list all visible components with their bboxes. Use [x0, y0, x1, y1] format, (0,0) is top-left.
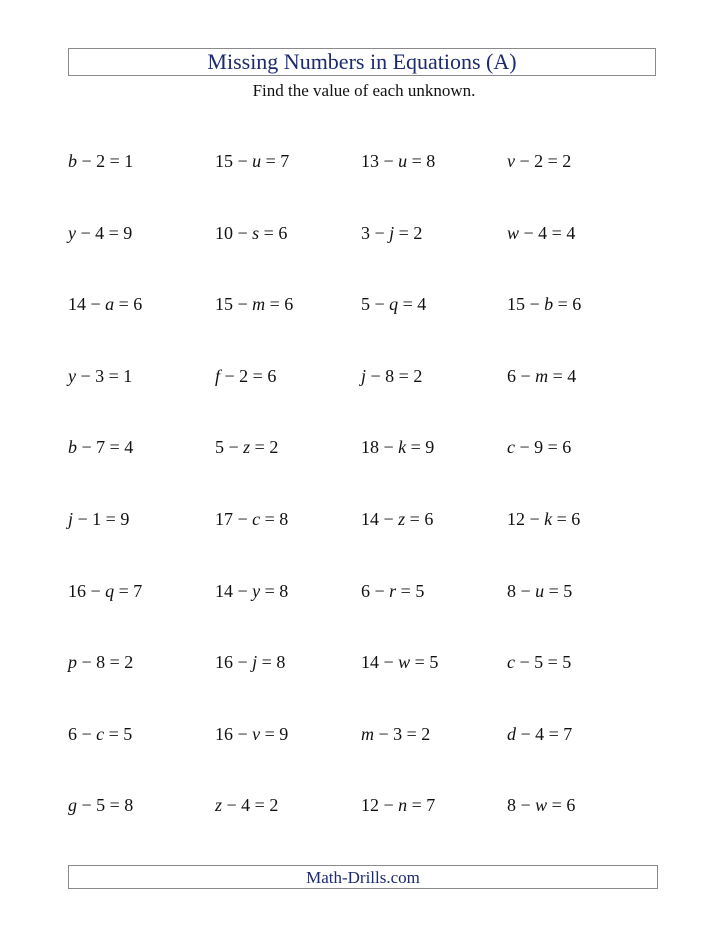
equation-text: 16 − [215, 652, 253, 672]
equation [68, 792, 133, 818]
equation-text: = 5 [410, 652, 439, 672]
equation [507, 363, 576, 389]
equation [507, 649, 571, 675]
equation-text: 8 − [507, 795, 536, 815]
equation-text: − 9 = 6 [515, 437, 572, 457]
equation-unknown: k [544, 509, 553, 529]
equation-text: 3 − [361, 223, 390, 243]
equation [507, 434, 571, 460]
equation-text: 16 − [68, 581, 106, 601]
equation-unknown: u [252, 151, 262, 171]
equation [361, 506, 433, 532]
equation-unknown: m [252, 294, 266, 314]
equation-text: = 2 [250, 437, 279, 457]
equation-text: 14 − [68, 294, 106, 314]
equation [507, 506, 580, 532]
equation-text: 5 − [215, 437, 244, 457]
equation [68, 721, 132, 747]
equation [215, 291, 293, 317]
equation [215, 578, 288, 604]
equation-unknown: m [361, 724, 374, 744]
equation-text: − 4 = 7 [516, 724, 573, 744]
equation [507, 220, 575, 246]
equation-text: = 5 [104, 724, 133, 744]
equation-text: = 4 [398, 294, 427, 314]
equation-text: − 2 = 6 [220, 366, 277, 386]
equation-text: 8 − [507, 581, 536, 601]
equation-text: 14 − [361, 652, 399, 672]
equation [507, 578, 572, 604]
equation [361, 721, 430, 747]
equation [68, 506, 129, 532]
equation [361, 291, 426, 317]
equation-unknown: j [252, 652, 258, 672]
equation-text: − 3 = 1 [76, 366, 133, 386]
equation-unknown: y [68, 366, 76, 386]
equation-text: − 8 = 2 [366, 366, 423, 386]
equation-unknown: b [68, 437, 77, 457]
equation-unknown: c [252, 509, 261, 529]
equation-row [68, 506, 668, 532]
equation-text: = 8 [407, 151, 436, 171]
equation-text: 17 − [215, 509, 253, 529]
equation [215, 649, 285, 675]
equation-text: = 8 [257, 652, 286, 672]
equation [507, 792, 575, 818]
equation-text: = 4 [548, 366, 577, 386]
equation-text: 6 − [361, 581, 390, 601]
equation-unknown: b [544, 294, 554, 314]
equation-text: 14 − [215, 581, 253, 601]
equation-unknown: u [535, 581, 545, 601]
equation-unknown: f [215, 366, 221, 386]
equation [68, 434, 133, 460]
equation-text: = 9 [260, 724, 289, 744]
equation-text: = 9 [406, 437, 435, 457]
equation-unknown: c [507, 652, 515, 672]
equation-text: 15 − [507, 294, 545, 314]
equation-text: 14 − [361, 509, 399, 529]
equation-unknown: w [398, 652, 411, 672]
equation-unknown: v [252, 724, 261, 744]
equation-unknown: p [68, 652, 77, 672]
equation-unknown: r [389, 581, 397, 601]
equation-text: = 5 [396, 581, 425, 601]
equation-text: − 2 = 1 [77, 151, 134, 171]
equation-row [68, 721, 668, 747]
equation-text: 13 − [361, 151, 399, 171]
equation-text: = 6 [114, 294, 143, 314]
equation-unknown: g [68, 795, 77, 815]
equation [215, 148, 289, 174]
equation-unknown: j [361, 366, 367, 386]
equation-unknown: w [535, 795, 548, 815]
equation [507, 148, 571, 174]
equation-text: = 6 [259, 223, 288, 243]
equation [215, 721, 288, 747]
equation-text: = 6 [553, 294, 582, 314]
equation-text: − 1 = 9 [73, 509, 130, 529]
equation-row [68, 792, 668, 818]
equation [507, 291, 581, 317]
equation-text: = 6 [552, 509, 581, 529]
equation-text: − 5 = 5 [515, 652, 572, 672]
equation [68, 148, 133, 174]
equation [361, 363, 422, 389]
equation-text: = 7 [407, 795, 436, 815]
equation-unknown: b [68, 151, 77, 171]
equation-unknown: d [507, 724, 516, 744]
worksheet-instructions: Find the value of each unknown. [252, 81, 476, 100]
equation-unknown: m [535, 366, 549, 386]
equation-text: 5 − [361, 294, 390, 314]
equation-row [68, 649, 668, 675]
equation-unknown: j [68, 509, 74, 529]
equation-text: − 4 = 9 [76, 223, 133, 243]
equation-unknown: u [398, 151, 408, 171]
equation-text: = 8 [260, 509, 289, 529]
equation-unknown: k [398, 437, 407, 457]
equation [215, 506, 288, 532]
equation-text: = 7 [261, 151, 290, 171]
equation [361, 578, 424, 604]
equation-text: = 8 [260, 581, 289, 601]
equation-unknown: w [507, 223, 520, 243]
footer-site-name: Math-Drills.com [306, 867, 420, 887]
equation [215, 220, 287, 246]
equation-unknown: s [252, 223, 260, 243]
equation [68, 220, 132, 246]
equation [215, 363, 276, 389]
equation-text: 6 − [68, 724, 97, 744]
equation-text: = 6 [265, 294, 294, 314]
worksheet-title: Missing Numbers in Equations (A) [207, 49, 517, 74]
equation-text: 6 − [507, 366, 536, 386]
equation [507, 721, 572, 747]
equation [361, 649, 438, 675]
equation-unknown: q [105, 581, 115, 601]
equation-row [68, 220, 668, 246]
equation-row [68, 363, 668, 389]
equation-text: 15 − [215, 151, 253, 171]
equation-text: = 2 [394, 223, 423, 243]
equation [68, 649, 133, 675]
equation-unknown: c [507, 437, 515, 457]
equation-text: = 5 [544, 581, 573, 601]
equation-unknown: c [96, 724, 105, 744]
equation-row [68, 291, 668, 317]
equation-unknown: y [252, 581, 261, 601]
equation-unknown: v [507, 151, 515, 171]
equation [361, 148, 435, 174]
equation-text: = 6 [547, 795, 576, 815]
equation-text: 12 − [361, 795, 399, 815]
equation-text: = 7 [114, 581, 143, 601]
equation [68, 363, 132, 389]
equation-unknown: y [68, 223, 76, 243]
equation-unknown: n [398, 795, 408, 815]
equation-text: − 4 = 2 [222, 795, 279, 815]
equation [215, 792, 278, 818]
equation [68, 291, 142, 317]
equation-row [68, 434, 668, 460]
equation-row [68, 148, 668, 174]
title-box [68, 48, 656, 76]
footer-box [68, 865, 658, 889]
equation-unknown: z [243, 437, 251, 457]
equation-text: 10 − [215, 223, 253, 243]
equation [68, 578, 142, 604]
equation-unknown: j [389, 223, 395, 243]
equation [215, 434, 278, 460]
equation-text: 16 − [215, 724, 253, 744]
equation-text: − 7 = 4 [77, 437, 134, 457]
equation-text: 12 − [507, 509, 545, 529]
equation-text: − 8 = 2 [77, 652, 134, 672]
equation-text: 15 − [215, 294, 253, 314]
equation-row [68, 578, 668, 604]
equation [361, 792, 435, 818]
equation-unknown: z [215, 795, 223, 815]
equation-text: − 4 = 4 [519, 223, 576, 243]
equation-text: − 2 = 2 [515, 151, 572, 171]
equation-unknown: q [389, 294, 399, 314]
equation-text: − 5 = 8 [77, 795, 134, 815]
equation-unknown: a [105, 294, 115, 314]
equation-text: 18 − [361, 437, 399, 457]
equation [361, 220, 422, 246]
equation-text: = 6 [405, 509, 434, 529]
equation-text: − 3 = 2 [374, 724, 431, 744]
equation [361, 434, 434, 460]
equation-unknown: z [398, 509, 406, 529]
